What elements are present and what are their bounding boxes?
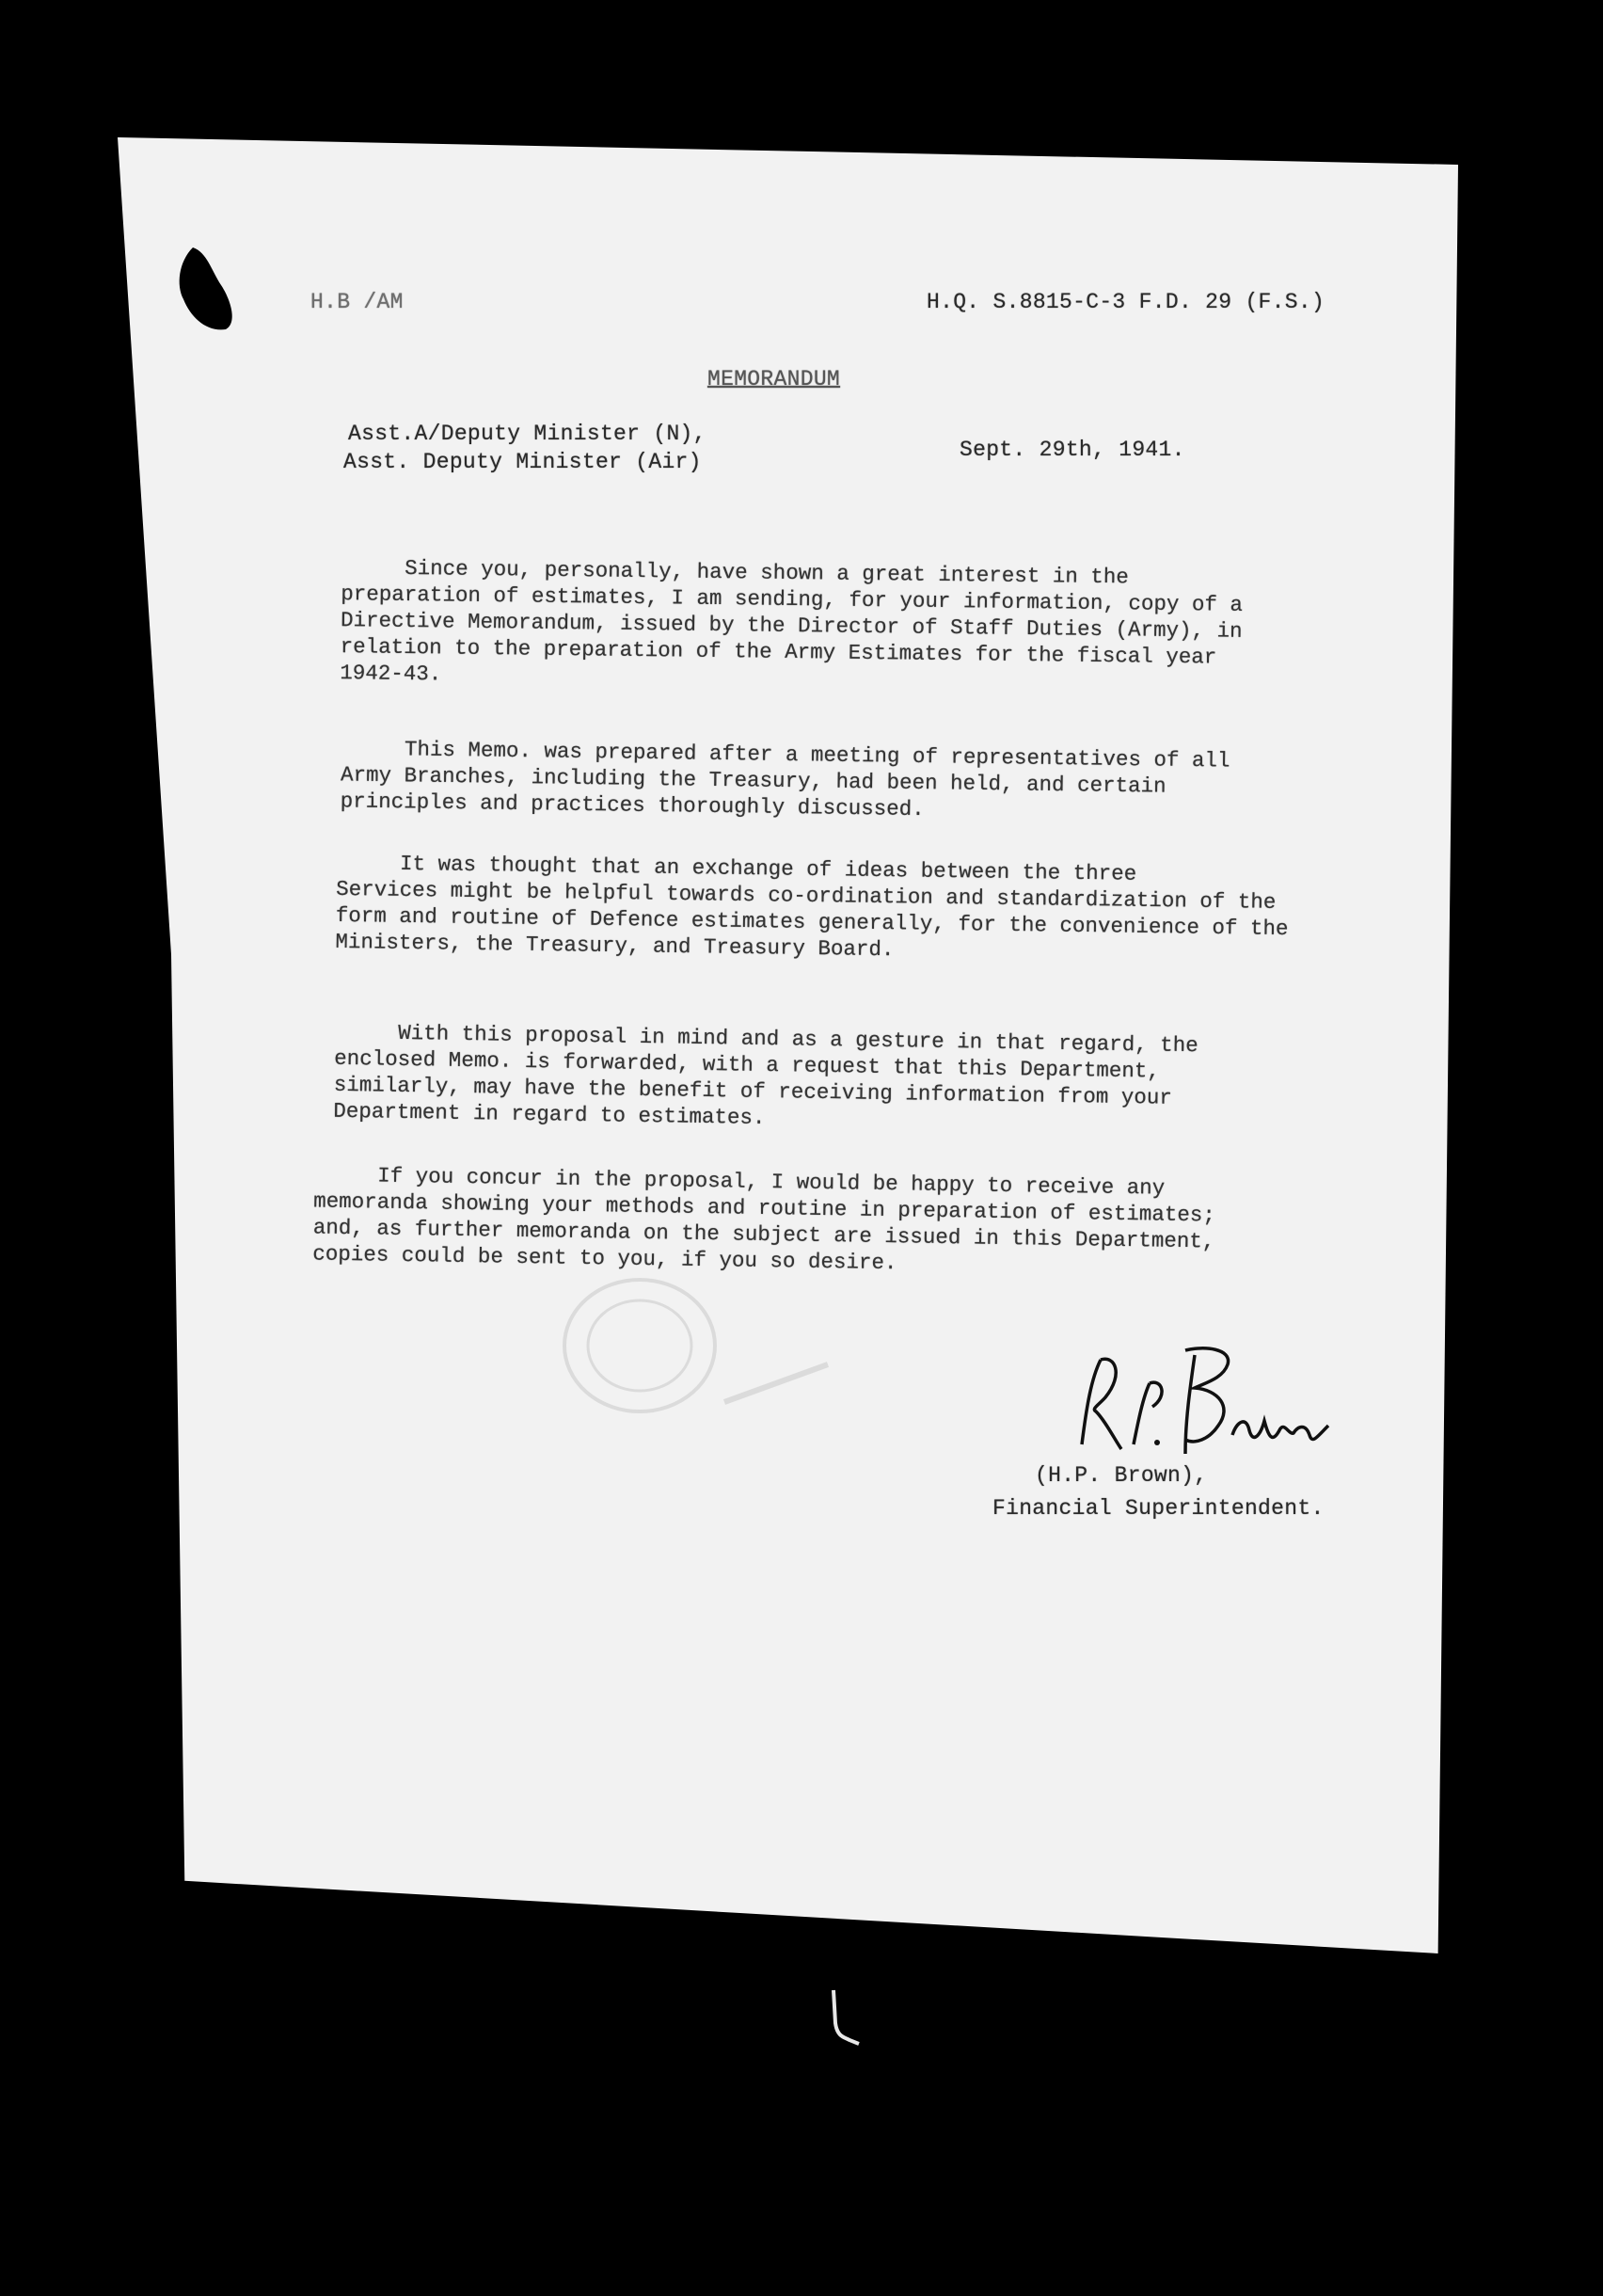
file-reference-initials: H.B /AM xyxy=(310,290,404,314)
body-paragraph-5: If you concur in the proposal, I would be happy to receive any memoranda showing your methods and routine in preparation of estimates; and, as further memoranda on the subject are issued in this Department, copies could be sent to you, if you so desire. xyxy=(312,1162,1216,1276)
body-paragraph-4: With this proposal in mind and as a gesture in that regard, the enclosed Memo. is forwarded, with a request that this Department, similarly, may have the benefit of receiving information from your Department in regard to estimates. xyxy=(333,1019,1198,1130)
file-reference-number: H.Q. S.8815-C-3 F.D. 29 (F.S.) xyxy=(927,290,1325,314)
signer-name: (H.P. Brown), xyxy=(1035,1463,1208,1488)
signer-title: Financial Superintendent. xyxy=(992,1496,1325,1521)
ink-blot-mark xyxy=(174,243,240,337)
body-paragraph-3: It was thought that an exchange of ideas between the three Services might be helpful towards co-ordination and standardization of the form and routine of Defence estimates generally, for the convenience of the Ministers, the Treasury, and Treasury Board. xyxy=(335,850,1289,963)
addressee-line-1: Asst.A/Deputy Minister (N), xyxy=(348,422,706,446)
body-paragraph-1: Since you, personally, have shown a great interest in the preparation of estimates, I am sending, for your information, copy of a Directive Memorandum, issued by the Director of Staff Duties (Army), in relation to the preparation of the Army Estimates for the fiscal year 1942-43. xyxy=(340,555,1244,687)
faint-seal-stamp xyxy=(527,1261,847,1430)
memo-heading: MEMORANDUM xyxy=(707,367,841,391)
stray-scan-mark xyxy=(826,1985,873,2051)
body-paragraph-2: This Memo. was prepared after a meeting of representatives of all Army Branches, including the Treasury, had been held, and certain principles and practices thoroughly discussed. xyxy=(340,736,1230,822)
handwritten-signature xyxy=(1063,1341,1336,1473)
memo-date: Sept. 29th, 1941. xyxy=(960,438,1185,462)
addressee-line-2: Asst. Deputy Minister (Air) xyxy=(343,450,702,474)
